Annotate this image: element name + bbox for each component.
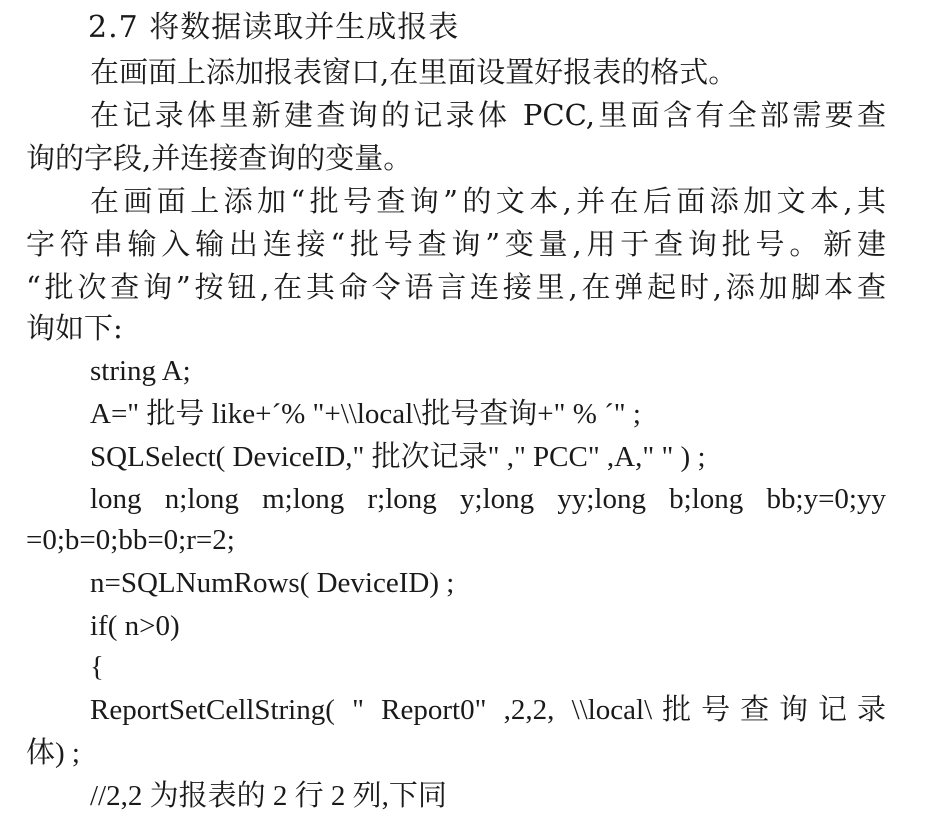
code-line-long-decls-2: =0;b=0;bb=0;r=2; — [26, 524, 235, 556]
paragraph-3-line-3: “批次查询”按钮,在其命令语言连接里,在弹起时,添加脚本查 — [26, 270, 886, 304]
paragraph-2-line-1: 在记录体里新建查询的记录体 PCC,里面含有全部需要查 — [90, 98, 886, 132]
paragraph-3-line-2: 字符串输入输出连接“批号查询”变量,用于查询批号。新建 — [26, 227, 886, 261]
code-line-numrows: n=SQLNumRows( DeviceID) ; — [90, 567, 455, 599]
code-line-comment: //2,2 为报表的 2 行 2 列,下同 — [90, 780, 447, 812]
paragraph-1-line-1: 在画面上添加报表窗口,在里面设置好报表的格式。 — [90, 55, 738, 89]
code-line-reportset-1: ReportSetCellString( " Report0" ,2,2, \\local\批号查询记录 — [90, 694, 886, 726]
paragraph-3-line-4: 询如下: — [26, 311, 123, 345]
code-line-reportset-2: 体) ; — [26, 737, 80, 769]
code-line-open-brace: { — [90, 651, 104, 683]
paragraph-3-line-1: 在画面上添加“批号查询”的文本,并在后面添加文本,其 — [90, 184, 886, 218]
code-line-assign-a: A=" 批号 like+´% "+\\local\批号查询+" % ´" ; — [90, 398, 641, 430]
paragraph-2-line-2: 询的字段,并连接查询的变量。 — [26, 141, 413, 175]
code-line-if: if( n>0) — [90, 610, 180, 642]
code-line-long-decls-1: long n;long m;long r;long y;long yy;long b;long bb;y=0;yy — [90, 483, 886, 515]
code-line-sqlselect: SQLSelect( DeviceID," 批次记录" ," PCC" ,A," " ) ; — [90, 441, 706, 473]
code-line-string-decl: string A; — [90, 355, 191, 387]
section-heading: 2.7 将数据读取并生成报表 — [88, 10, 460, 45]
